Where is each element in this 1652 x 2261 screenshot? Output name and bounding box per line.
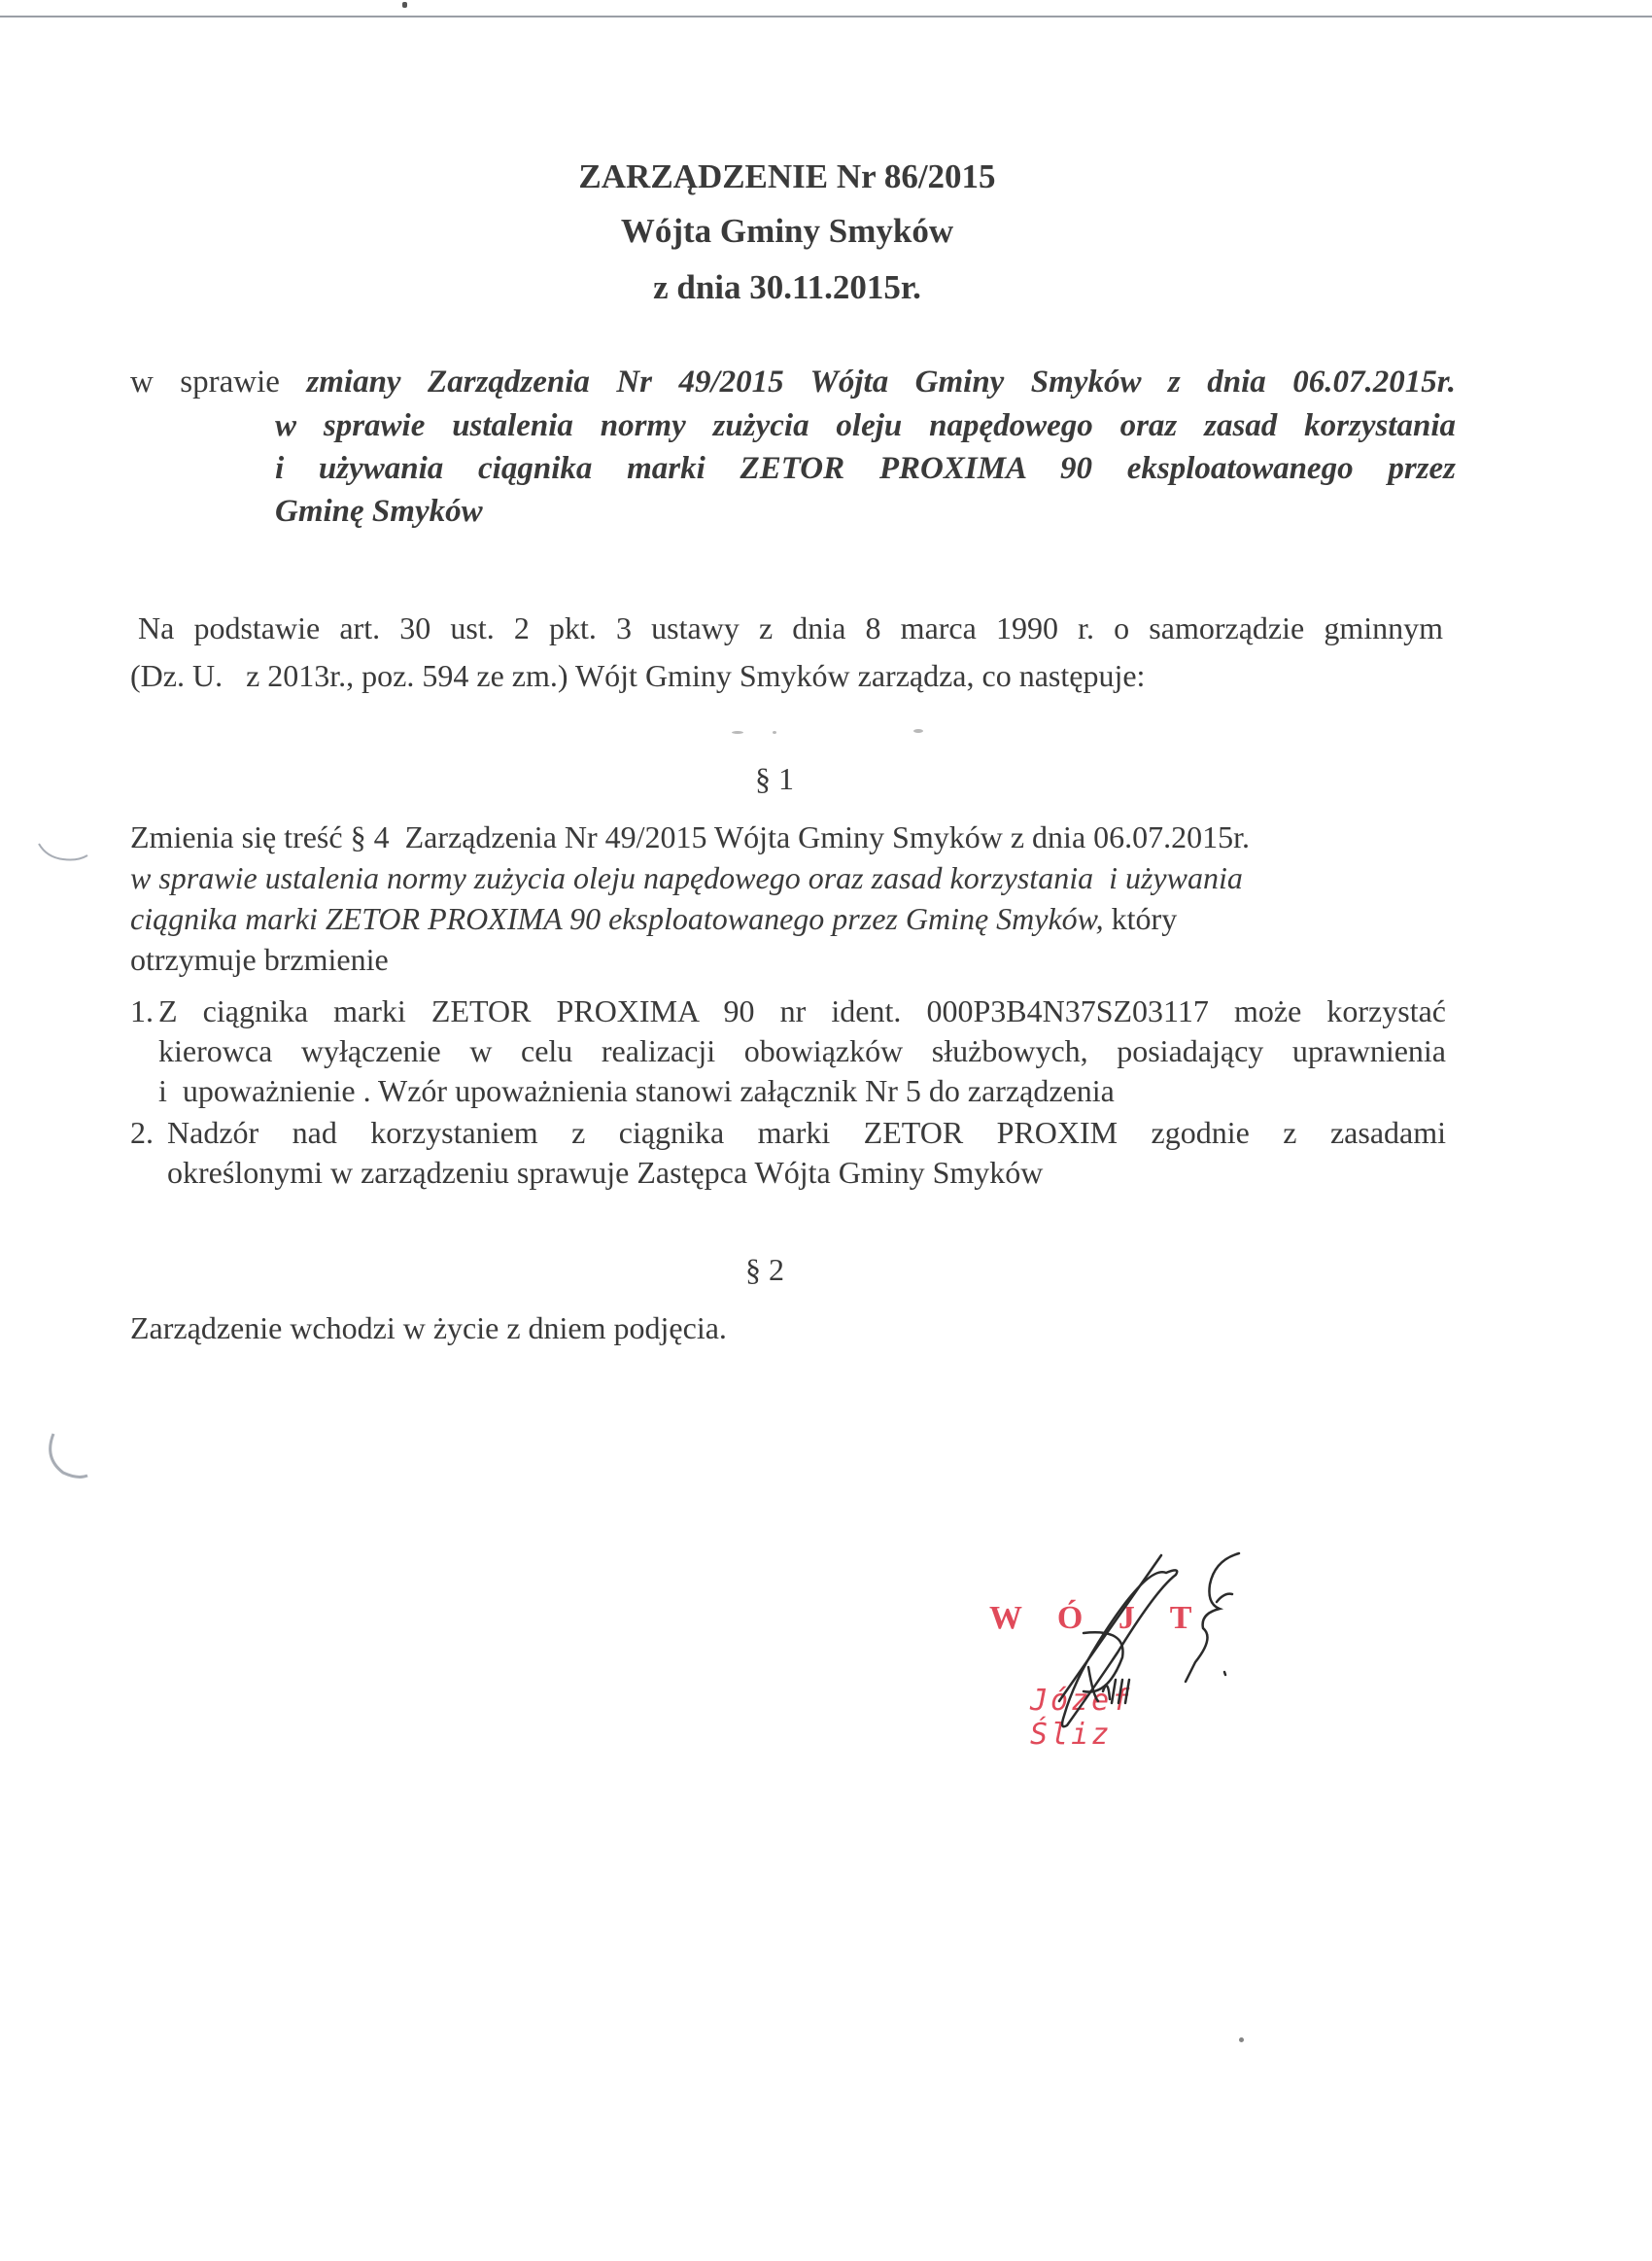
legal-basis-line-2: (Dz. U. z 2013r., poz. 594 ze zm.) Wójt Gminy Smyków zarządza, co następuje: bbox=[130, 658, 1146, 693]
section-1-heading: § 1 bbox=[755, 761, 794, 796]
document-title: ZARZĄDZENIE Nr 86/2015 bbox=[578, 157, 996, 195]
scan-edge-line bbox=[0, 16, 1652, 17]
legal-basis-line-1: Na podstawie art. 30 ust. 2 pkt. 3 ustawy z dnia 8 marca 1990 r. o samorządzie gminnym bbox=[138, 610, 1443, 645]
section-1-line-1: Zmienia się treść § 4 Zarządzenia Nr 49/2015 Wójta Gminy Smyków z dnia 06.07.2015r. bbox=[130, 819, 1251, 854]
scan-speck bbox=[773, 731, 776, 734]
list-item-2-number: 2. bbox=[130, 1115, 154, 1150]
scan-speck bbox=[913, 729, 923, 733]
subject-prefix: w sprawie bbox=[130, 365, 280, 400]
scan-speck bbox=[732, 731, 743, 734]
list-item-2-line-1: Nadzór nad korzystaniem z ciągnika marki ZETOR PROXIM zgodnie z zasadami bbox=[167, 1115, 1446, 1150]
section-2-text: Zarządzenie wchodzi w życie z dniem podjęcia. bbox=[130, 1310, 727, 1345]
subject-line-3: i używania ciągnika marki ZETOR PROXIMA 90 eksploatowanego przez bbox=[275, 451, 1456, 486]
section-1-line-3-italic: ciągnika marki ZETOR PROXIMA 90 eksploatowanego przez Gminę Smyków, bbox=[130, 901, 1104, 936]
subject-line-4: Gminę Smyków bbox=[275, 494, 483, 529]
handwritten-signature bbox=[991, 1536, 1244, 1750]
section-1-line-3 bbox=[130, 901, 1177, 937]
list-item-1-line-1: Z ciągnika marki ZETOR PROXIMA 90 nr ident. 000P3B4N37SZ03117 może korzystać bbox=[158, 993, 1446, 1028]
subject-amended-order: zmiany Zarządzenia Nr 49/2015 Wójta Gminy Smyków z dnia 06.07.2015r. bbox=[306, 365, 1456, 400]
document-issuer: Wójta Gminy Smyków bbox=[620, 212, 954, 250]
section-1-line-3-suffix: który bbox=[1103, 901, 1178, 936]
subject-line-2: w sprawie ustalenia normy zużycia oleju napędowego oraz zasad korzystania bbox=[275, 408, 1456, 443]
list-item-1-line-2: kierowca wyłączenie w celu realizacji obowiązków służbowych, posiadający uprawnienia bbox=[158, 1033, 1446, 1068]
document-date: z dnia 30.11.2015r. bbox=[653, 268, 921, 306]
subject-line-1 bbox=[130, 365, 1456, 400]
stamp-title: W Ó J T bbox=[989, 1600, 1206, 1636]
section-1-line-2: w sprawie ustalenia normy zużycia oleju napędowego oraz zasad korzystania i używania bbox=[130, 860, 1243, 895]
stamp-name: Józef Śliz bbox=[1030, 1684, 1133, 1752]
list-item-2-line-2: określonymi w zarządzeniu sprawuje Zastępca Wójta Gminy Smyków bbox=[167, 1155, 1044, 1190]
margin-scribble-mark bbox=[19, 836, 97, 875]
scan-speck bbox=[1239, 2037, 1244, 2042]
section-1-line-4: otrzymuje brzmienie bbox=[130, 942, 389, 977]
scan-speck bbox=[402, 2, 407, 8]
section-2-heading: § 2 bbox=[745, 1252, 784, 1287]
list-item-1-line-3: i upoważnienie . Wzór upoważnienia stanowi załącznik Nr 5 do zarządzenia bbox=[158, 1073, 1115, 1108]
list-item-1-number: 1. bbox=[130, 993, 154, 1028]
margin-bracket-mark bbox=[39, 1429, 97, 1487]
